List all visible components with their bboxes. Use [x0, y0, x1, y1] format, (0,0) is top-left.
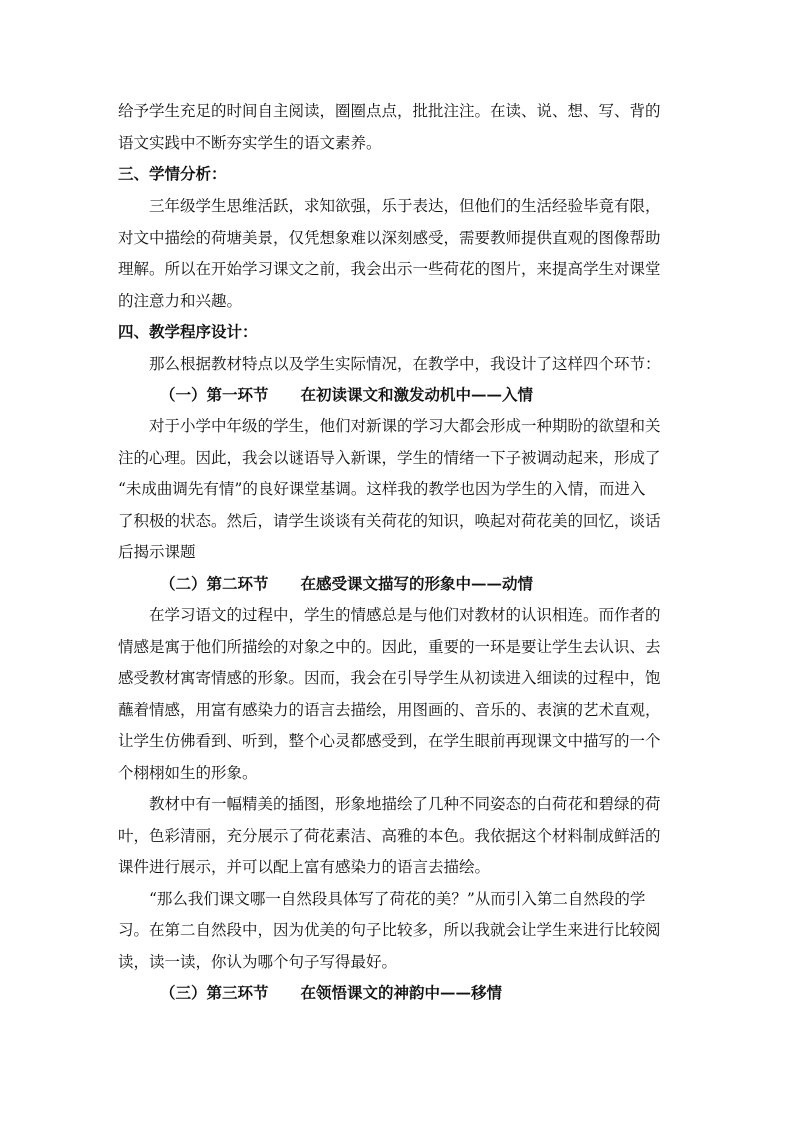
paragraph-line: 叶，色彩清丽，充分展示了荷花素洁、高雅的本色。我依据这个材料制成鲜活的: [118, 827, 661, 845]
paragraph-line: 感受教材寓寄情感的形象。因而，我会在引导学生从初读进入细读的过程中，饱: [118, 669, 661, 687]
subsection-heading-3: [160, 983, 502, 1003]
paragraph-line: 对文中描绘的荷塘美景，仅凭想象难以深刻感受，需要教师提供直观的图像帮助: [118, 229, 661, 247]
paragraph-line: 注的心理。因此，我会以谜语导入新课，学生的情绪一下子被调动起来，形成了: [118, 449, 661, 467]
paragraph-line: 后揭示课题: [118, 543, 196, 561]
section-heading-4: 四、教学程序设计：: [118, 322, 258, 341]
paragraph-line: 情感是寓于他们所描绘的对象之中的。因此，重要的一环是要让学生去认识、去: [118, 638, 661, 656]
paragraph-line: 给予学生充足的时间自主阅读，圈圈点点，批批注注。在读、说、想、写、背的: [118, 102, 661, 120]
subsection-heading-2: [160, 574, 533, 594]
paragraph-line: 在学习语文的过程中，学生的情感总是与他们对教材的认识相连。而作者的: [149, 606, 661, 624]
subsection-title: 在感受课文描写的形象中——动情: [300, 574, 534, 593]
paragraph-line: 理解。所以在开始学习课文之前，我会出示一些荷花的图片，来提高学生对课堂: [118, 260, 661, 278]
subsection-title: 在领悟课文的神韵中——移情: [300, 983, 503, 1002]
paragraph-line: 的注意力和兴趣。: [118, 292, 243, 310]
subsection-label: （二）第二环节: [160, 574, 269, 593]
paragraph-line: 语文实践中不断夯实学生的语文素养。: [118, 134, 382, 152]
paragraph-line: 个栩栩如生的形象。: [118, 764, 258, 782]
paragraph-line: 了积极的状态。然后，请学生谈谈有关荷花的知识，唤起对荷花美的回忆，谈话: [118, 512, 661, 530]
paragraph-line: 课件进行展示，并可以配上富有感染力的语言去描绘。: [118, 858, 491, 876]
subsection-heading-1: [160, 385, 533, 405]
paragraph-line: 让学生仿佛看到、听到，整个心灵都感受到，在学生眼前再现课文中描写的一个: [118, 732, 661, 750]
subsection-label: （一）第一环节: [160, 385, 269, 404]
paragraph-line: 那么根据教材特点以及学生实际情况，在教学中，我设计了这样四个环节：: [149, 355, 661, 373]
section-heading-3: 三、学情分析：: [118, 164, 227, 183]
paragraph-line: “未成曲调先有情”的良好课堂基调。这样我的教学也因为学生的入情，而进入: [118, 480, 646, 498]
paragraph-line: “那么我们课文哪一自然段具体写了荷花的美？”从而引入第二自然段的学: [149, 890, 646, 908]
paragraph-line: 教材中有一幅精美的插图，形象地描绘了几种不同姿态的白荷花和碧绿的荷: [149, 795, 661, 813]
subsection-label: （三）第三环节: [160, 983, 269, 1002]
paragraph-line: 蘸着情感，用富有感染力的语言去描绘，用图画的、音乐的、表演的艺术直观，: [118, 701, 661, 719]
paragraph-line: 对于小学中年级的学生，他们对新课的学习大都会形成一种期盼的欲望和关: [149, 417, 661, 435]
paragraph-line: 读，读一读，你认为哪个句子写得最好。: [118, 953, 398, 971]
paragraph-line: 三年级学生思维活跃，求知欲强，乐于表达，但他们的生活经验毕竟有限，: [149, 197, 661, 215]
paragraph-line: 习。在第二自然段中，因为优美的句子比较多，所以我就会让学生来进行比较阅: [118, 921, 661, 939]
subsection-title: 在初读课文和激发动机中——入情: [300, 385, 534, 404]
